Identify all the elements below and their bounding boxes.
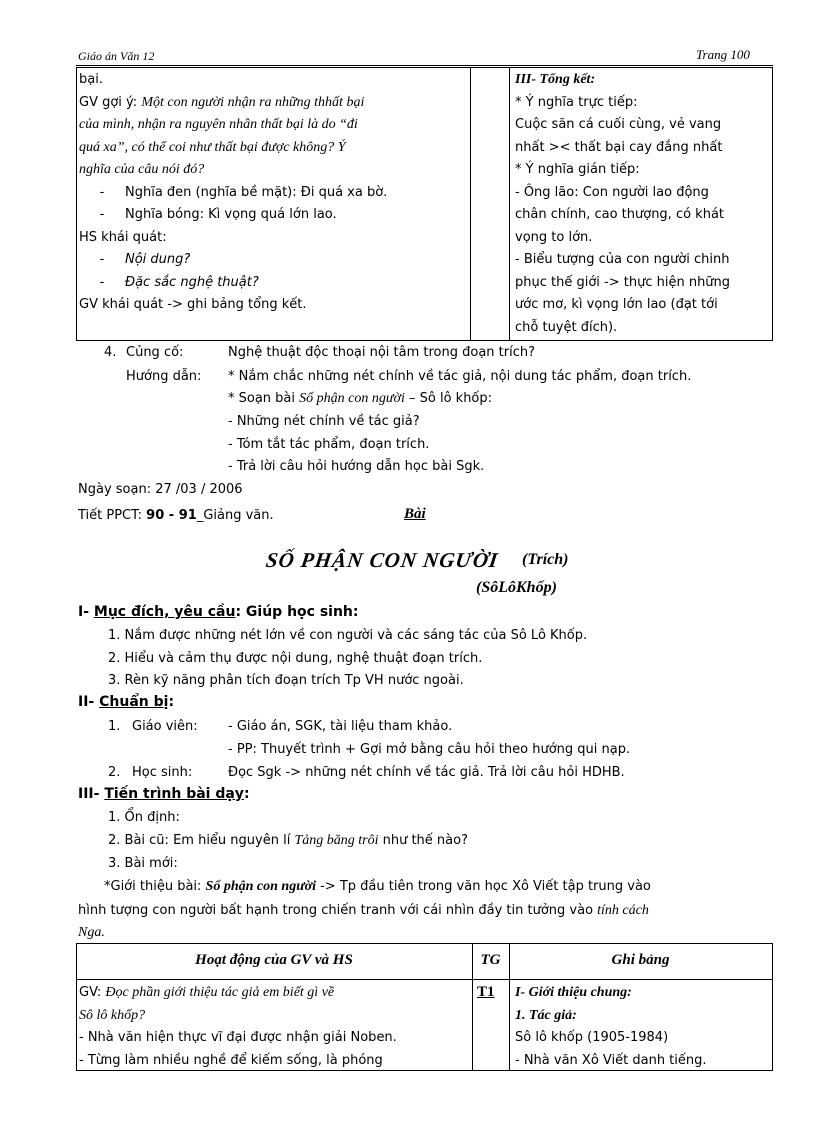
gv-question-line: GV gợi ý: Một con người nhận ra những thhất bại xyxy=(79,94,365,110)
text-line: GV khái quát -> ghi bảng tổng kết. xyxy=(79,297,307,312)
goal-item: 1. Nắm được những nét lớn về con người và các sáng tác của Sô Lô Khốp. xyxy=(108,628,588,643)
prep-item: Đọc Sgk -> những nét chính về tác giả. Trả lời câu hỏi HDHB. xyxy=(228,765,625,780)
text-line: - Nhà văn Xô Viết danh tiếng. xyxy=(515,1052,707,1068)
time-cell: T1 xyxy=(477,984,495,1000)
guidance-item: - Tóm tắt tác phẩm, đoạn trích. xyxy=(228,437,430,452)
header-rule xyxy=(76,65,773,66)
bullet-item: - Đặc sắc nghệ thuật? xyxy=(99,274,259,290)
prep-date: Ngày soạn: 27 /03 / 2006 xyxy=(78,482,243,497)
gv-question-line: nghĩa của câu nói đó? xyxy=(79,162,205,177)
lesson-label: Bài xyxy=(404,506,426,522)
text-line: - Ông lão: Con người lao động xyxy=(515,184,709,200)
prep-num: 1. xyxy=(108,719,121,734)
step-item: 3. Bài mới: xyxy=(108,856,178,871)
step-item: 1. Ổn định: xyxy=(108,810,180,825)
bullet-item: - Nghĩa bóng: Kì vọng quá lớn lao. xyxy=(99,207,337,222)
board-heading: I- Giới thiệu chung: xyxy=(515,985,632,1000)
top-right-cell xyxy=(515,69,769,339)
guidance-item: - Những nét chính về tác giả? xyxy=(228,414,420,429)
section-heading: II- Chuẩn bị: xyxy=(78,694,175,710)
table-header-time: TG xyxy=(480,952,501,968)
section-heading: III- Tiến trình bài dạy: xyxy=(78,786,250,802)
text-line: Sô lô khốp (1905-1984) xyxy=(515,1030,669,1045)
board-cell xyxy=(515,982,769,1072)
gv-question-line: GV: Đọc phần giới thiệu tác giả em biết gì về xyxy=(79,985,335,1000)
intro-line: Nga. xyxy=(78,925,105,940)
activity-cell xyxy=(79,982,469,1072)
bullet-item: - Nghĩa đen (nghĩa bề mặt): Đi quá xa bờ. xyxy=(99,184,388,200)
text-line: bại. xyxy=(79,72,103,87)
text-line: vọng to lớn. xyxy=(515,229,593,245)
prep-label: Học sinh: xyxy=(132,765,193,780)
prep-label: Giáo viên: xyxy=(132,719,198,734)
text-line: * Ý nghĩa trực tiếp: xyxy=(515,94,638,110)
board-subheading: 1. Tác giả: xyxy=(515,1007,577,1023)
lesson-title: SỐ PHẬN CON NGƯỜI xyxy=(264,548,500,572)
guidance-item: * Nắm chắc những nét chính về tác giả, nội dung tác phẩm, đoạn trích. xyxy=(228,369,692,384)
guidance-item: - Trả lời câu hỏi hướng dẫn học bài Sgk. xyxy=(228,459,485,474)
text-line: * Ý nghĩa gián tiếp: xyxy=(515,162,640,177)
gv-question-line: của mình, nhận ra nguyên nhân thất bại là do “đi xyxy=(79,117,358,132)
gv-question-line: Sô lô khốp? xyxy=(79,1007,146,1023)
prep-item: - PP: Thuyết trình + Gợi mở bằng câu hỏi theo hướng qui nạp. xyxy=(228,742,631,757)
header-left: Giáo án Văn 12 xyxy=(78,49,155,63)
table-header-board: Ghi bảng xyxy=(611,952,670,968)
text-line: chỗ tuyệt đích). xyxy=(515,319,618,335)
consolidation-text: Nghệ thuật độc thoại nội tâm trong đoạn trích? xyxy=(228,345,536,360)
summary-title: III- Tổng kết: xyxy=(515,72,596,87)
goal-item: 3. Rèn kỹ năng phân tích đoạn trích Tp VH nước ngoài. xyxy=(108,673,464,688)
text-line: ước mơ, kì vọng lớn lao (đạt tới xyxy=(515,297,718,312)
text-line: - Nhà văn hiện thực vĩ đại được nhận giải Noben. xyxy=(79,1030,397,1045)
text-line: - Biểu tượng của con người chinh xyxy=(515,252,730,267)
top-left-cell xyxy=(79,69,465,317)
lesson-author: (SôLôKhốp) xyxy=(476,579,557,596)
consolidation-num: 4. xyxy=(104,345,117,360)
section-heading: I- Mục đích, yêu cầu: Giúp học sinh: xyxy=(78,604,359,620)
lesson-subtitle: (Trích) xyxy=(522,551,569,568)
text-line: phục thế giới -> thực hiện những xyxy=(515,274,731,290)
intro-line: hình tượng con người bất hạnh trong chiến tranh với cái nhìn đầy tin tưởng vào tính cách xyxy=(78,903,649,918)
step-item: 2. Bài cũ: Em hiểu nguyên lí Tảng băng trôi như thế nào? xyxy=(108,833,468,848)
intro-line: *Giới thiệu bài: Số phận con người -> Tp đầu tiên trong văn học Xô Viết tập trung vào xyxy=(104,879,651,894)
period-line: Tiết PPCT: 90 - 91_Giảng văn. xyxy=(78,508,274,523)
prep-item: - Giáo án, SGK, tài liệu tham khảo. xyxy=(228,719,453,734)
text-line: chân chính, cao thượng, có khát xyxy=(515,207,725,222)
prep-num: 2. xyxy=(108,765,121,780)
header-right: Trang 100 xyxy=(696,47,750,62)
gv-question-line: quá xa”, có thể coi như thất bại được không? Ý xyxy=(79,139,346,155)
goal-item: 2. Hiểu và cảm thụ được nội dung, nghệ thuật đoạn trích. xyxy=(108,651,483,666)
guidance-label: Hướng dẫn: xyxy=(126,369,202,384)
guidance-item: * Soạn bài Số phận con người – Sô lô khốp: xyxy=(228,391,493,406)
text-line: nhất >< thất bại cay đắng nhất xyxy=(515,139,723,155)
text-line: - Từng làm nhiều nghề để kiếm sống, là phóng xyxy=(79,1052,383,1068)
bullet-item: - Nội dung? xyxy=(99,252,191,267)
table-header-activity: Hoạt động của GV và HS xyxy=(195,952,353,968)
consolidation-label: Củng cố: xyxy=(126,345,184,360)
text-line: Cuộc săn cá cuối cùng, vẻ vang xyxy=(515,117,722,132)
text-line: HS khái quát: xyxy=(79,229,167,245)
